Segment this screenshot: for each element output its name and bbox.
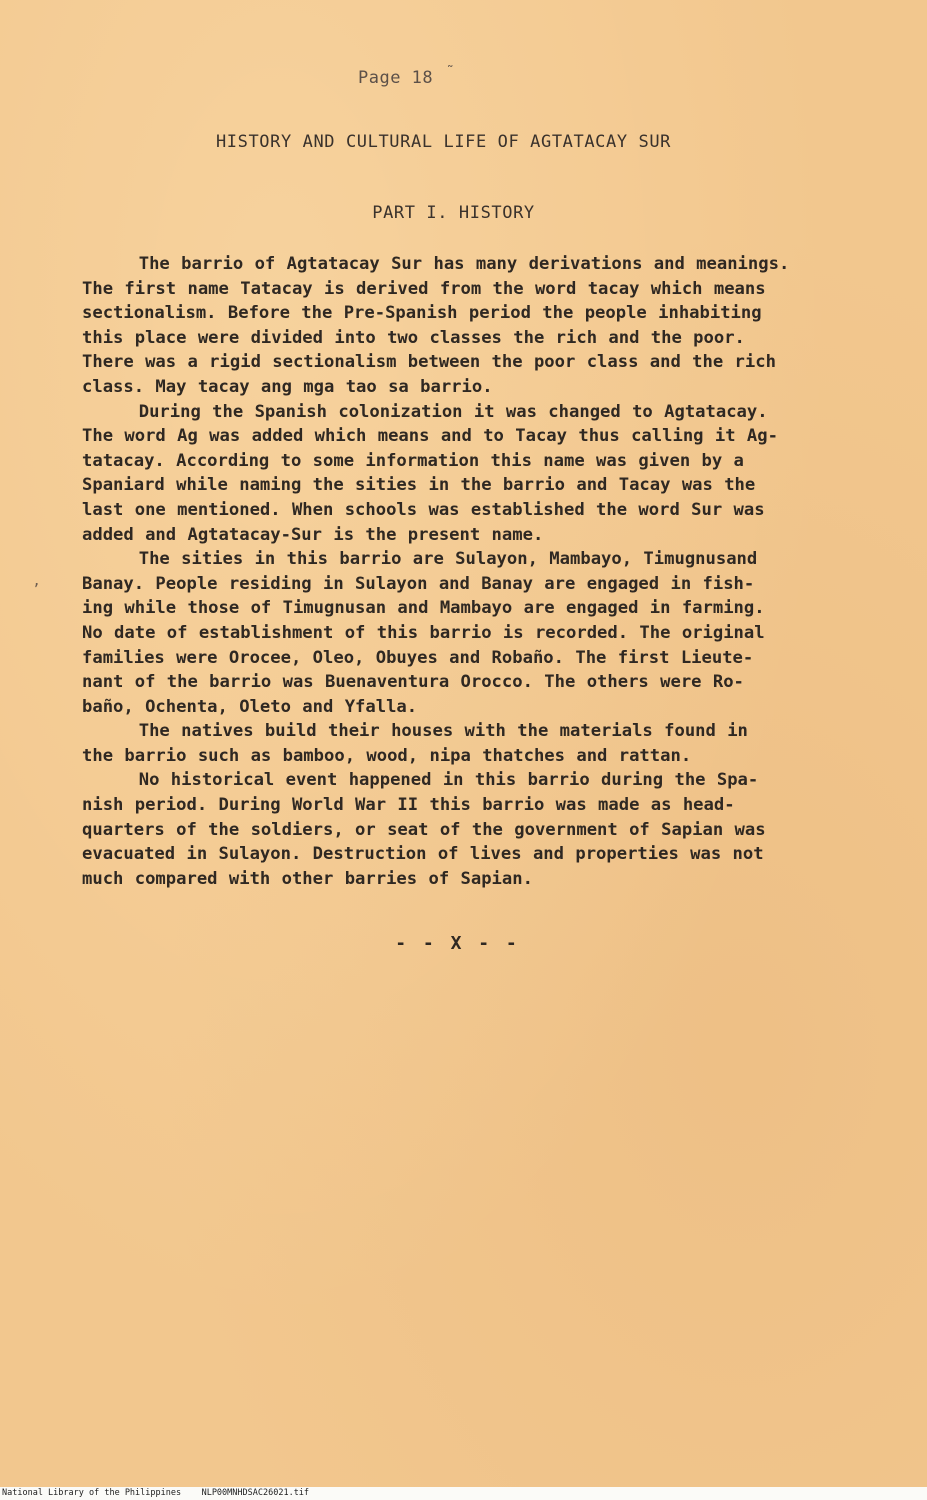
body-text: [82, 252, 872, 891]
body-line: tatacay. According to some information this name was given by a: [82, 450, 744, 471]
body-line: No date of establishment of this barrio is recorded. The original: [82, 622, 765, 643]
body-line: The barrio of Agtatacay Sur has many derivations and meanings.: [82, 254, 790, 274]
body-line: There was a rigid sectionalism between the poor class and the rich: [82, 352, 776, 373]
body-line: the barrio such as bamboo, wood, nipa thatches and rattan.: [82, 745, 692, 766]
body-line: The sities in this barrio are Sulayon, Mambayo, Timugnusand: [82, 549, 758, 570]
body-line: families were Orocee, Oleo, Obuyes and Robaño. The first Lieute-: [82, 647, 754, 668]
body-line: nish period. During World War II this barrio was made as head-: [82, 795, 735, 816]
page-number-mark: ˜: [446, 64, 455, 80]
body-line: Banay. People residing in Sulayon and Banay are engaged in fish-: [82, 573, 755, 594]
body-line: ing while those of Timugnusan and Mambayo are engaged in farming.: [82, 598, 765, 619]
body-line: The natives build their houses with the materials found in: [82, 721, 748, 742]
body-line: nant of the barrio was Buenaventura Orocco. The others were Ro-: [82, 672, 744, 693]
body-line: class. May tacay ang mga tao sa barrio.: [82, 376, 493, 397]
section-title: PART I. HISTORY: [372, 203, 535, 223]
body-line: evacuated in Sulayon. Destruction of lives and properties was not: [82, 844, 764, 865]
body-line: No historical event happened in this barrio during the Spa-: [82, 770, 759, 791]
body-line: During the Spanish colonization it was changed to Agtatacay.: [82, 401, 768, 422]
body-line: sectionalism. Before the Pre-Spanish period the people inhabiting: [82, 303, 762, 324]
body-line: quarters of the soldiers, or seat of the government of Sapian was: [82, 819, 766, 840]
body-line: this place were divided into two classes the rich and the poor.: [82, 327, 745, 348]
page-number-text: Page 18: [358, 68, 434, 88]
body-line: The first name Tatacay is derived from the word tacay which means: [82, 278, 766, 299]
body-line: added and Agtatacay-Sur is the present name.: [82, 524, 544, 545]
body-line: The word Ag was added which means and to Tacay thus calling it Ag-: [82, 426, 778, 447]
margin-mark: ’: [32, 582, 41, 598]
scan-footer: National Library of the Philippines NLP00MNHDSAC26021.tif: [0, 1487, 927, 1500]
body-line: baño, Ochenta, Oleto and Yfalla.: [82, 696, 418, 717]
body-line: Spaniard while naming the sities in the barrio and Tacay was the: [82, 475, 756, 496]
body-line: last one mentioned. When schools was established the word Sur was: [82, 499, 765, 520]
page-number: [358, 64, 455, 88]
end-divider: - - X - -: [395, 933, 520, 954]
body-line: much compared with other barries of Sapian.: [82, 868, 533, 889]
document-title: HISTORY AND CULTURAL LIFE OF AGTATACAY SUR: [215, 132, 672, 152]
